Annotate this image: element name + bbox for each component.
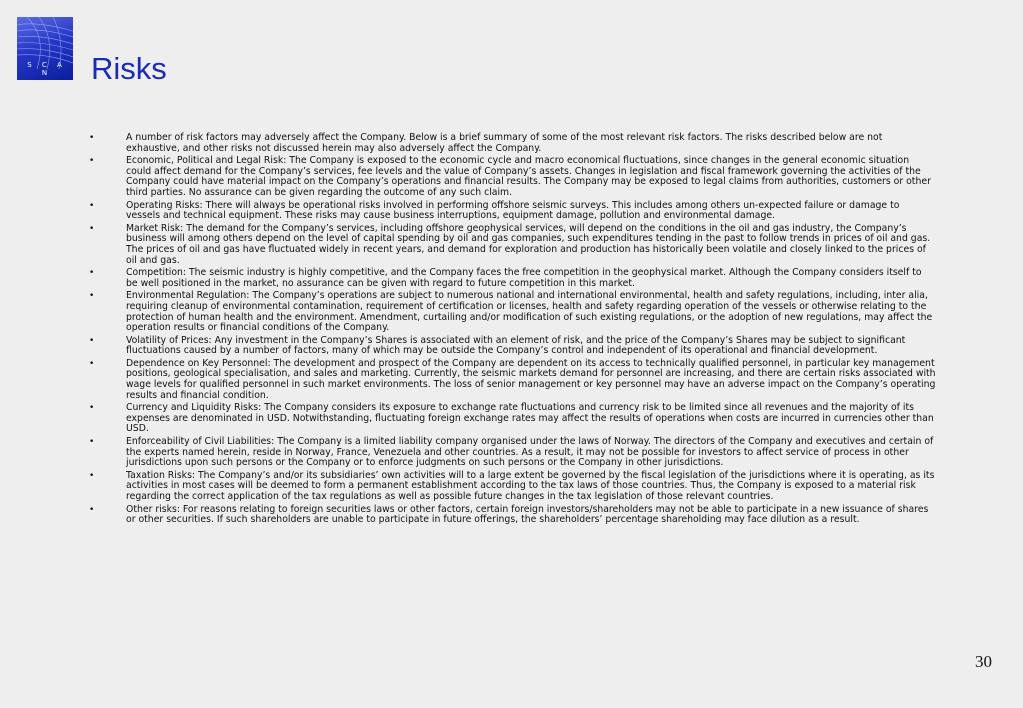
risk-item <box>86 505 936 526</box>
scan-logo <box>17 17 73 80</box>
risk-item <box>86 268 936 289</box>
risk-item <box>86 133 936 154</box>
risk-item <box>86 359 936 401</box>
bullet: • <box>89 156 95 167</box>
bullet: • <box>89 437 95 448</box>
risk-item <box>86 291 936 333</box>
risk-text: Market Risk: The demand for the Company’s services, including offshore geophysical services, will depend on the conditions in the oil and gas industry, the Company’s business will among others depend on the level of capital spending by oil and gas companies, such expenditures tending in the past to follow trends in prices of oil and gas. The prices of oil and gas have fluctuated widely in recent years, and demand for exploration and production has historically been volatile and closely linked to the prices of oil and gas. <box>126 222 931 266</box>
bullet: • <box>89 200 95 211</box>
bullet: • <box>89 291 95 302</box>
bullet: • <box>89 268 95 279</box>
risk-item <box>86 437 936 469</box>
bullet: • <box>89 403 95 414</box>
bullet: • <box>89 358 95 369</box>
risk-item <box>86 201 936 222</box>
risk-text: Operating Risks: There will always be operational risks involved in performing offshore seismic surveys. This includes among others un-expected failure or damage to vessels and technical equipment. These risks may cause business interruptions, equipment damage, pollution and environmental damage. <box>126 199 900 222</box>
risk-text: Enforceability of Civil Liabilities: The Company is a limited liability company organised under the laws of Norway. The directors of the Company and executives and certain of the experts named herein, reside in Norway, France, Venezuela and other countries. As a result, it may not be possible for investors to affect service of process in other jurisdictions upon such persons or the Company or to enforce judgments on such persons or the Company in other jurisdictions. <box>126 436 934 469</box>
risk-item <box>86 224 936 266</box>
risk-text: Taxation Risks: The Company’s and/or its subsidiaries’ own activities will to a large extent be governed by the fiscal legislation of the jurisdictions where it is operating, as its activities in most cases will be deemed to form a permanent establishment according to the tax laws of those countries. Thus, the Company is exposed to a material risk regarding the correct application of the tax regulations as well as possible future changes in the tax legislation of those relevant countries. <box>126 469 935 502</box>
risk-text: Volatility of Prices: Any investment in the Company’s Shares is associated with an element of risk, and the price of the Company’s Shares may be subject to significant fluctuations caused by a number of factors, many of which may be outside the Company’s control and independent of its operational and financial development. <box>126 334 906 357</box>
risk-text: Competition: The seismic industry is highly competitive, and the Company faces the free competition in the geophysical market. Although the Company considers itself to be well positioned in the market, no assurance can be given with regard to future competition in this market. <box>126 267 922 289</box>
risk-text: A number of risk factors may adversely affect the Company. Below is a brief summary of some of the most relevant risk factors. The risks described below are not exhaustive, and other risks not discussed herein may also adversely affect the Company. <box>126 132 883 154</box>
risk-item <box>86 471 936 503</box>
risk-list <box>86 133 936 528</box>
risk-text: Environmental Regulation: The Company’s operations are subject to numerous national and international environmental, health and safety regulations, including, inter alia, requiring cleanup of environmental contamination, requirement of certification or licenses, health and safety regarding operation of the vessels or otherwise relating to the protection of human health and the environment. Amendment, curtailing and/or modification of such existing regulations, or the adoption of new regulations, may affect the operation results or financial conditions of the Company. <box>126 290 933 334</box>
bullet: • <box>89 223 95 234</box>
bullet: • <box>89 335 95 346</box>
bullet: • <box>89 504 95 515</box>
risk-text: Other risks: For reasons relating to foreign securities laws or other factors, certain foreign investors/shareholders may not be able to participate in a new issuance of shares or other securities. If such shareholders are unable to participate in future offerings, the shareholders’ percentage shareholding may face dilution as a result. <box>126 503 929 526</box>
risk-text: Dependence on Key Personnel: The development and prospect of the Company are dependent on its access to technically qualified personnel, in particular key management positions, geological specialisation, and sales and marketing. Currently, the seismic markets demand for personnel are increasing, and there are certain risks associated with wage levels for qualified personnel in such market environments. The loss of senior management or key personnel may have an adverse impact on the Company’s operating results and financial condition. <box>126 357 936 401</box>
risk-item <box>86 403 936 435</box>
page-number: 30 <box>975 652 992 671</box>
bullet: • <box>89 133 95 143</box>
logo-text: S C A N <box>27 61 66 77</box>
risk-text: Currency and Liquidity Risks: The Company considers its exposure to exchange rate fluctuations and currency risk to be limited since all revenues and the majority of its expenses are denominated in USD. Notwithstanding, fluctuating foreign exchange rates may affect the results of operations when costs are incurred in currencies other than USD. <box>126 402 934 435</box>
risk-item <box>86 156 936 198</box>
risk-item <box>86 336 936 357</box>
bullet: • <box>89 470 95 481</box>
slide-title: Risks <box>91 51 167 86</box>
risk-text: Economic, Political and Legal Risk: The Company is exposed to the economic cycle and macro economical fluctuations, since changes in the general economic situation could affect demand for the Company’s services, fee levels and the value of Company’s assets. Changes in legislation and fiscal framework governing the activities of the Company could have material impact on the Company’s operations and financial results. The Company may be exposed to legal claims from authorities, customers or other third parties. No assurance can be given regarding the outcome of any such claim. <box>126 155 931 198</box>
